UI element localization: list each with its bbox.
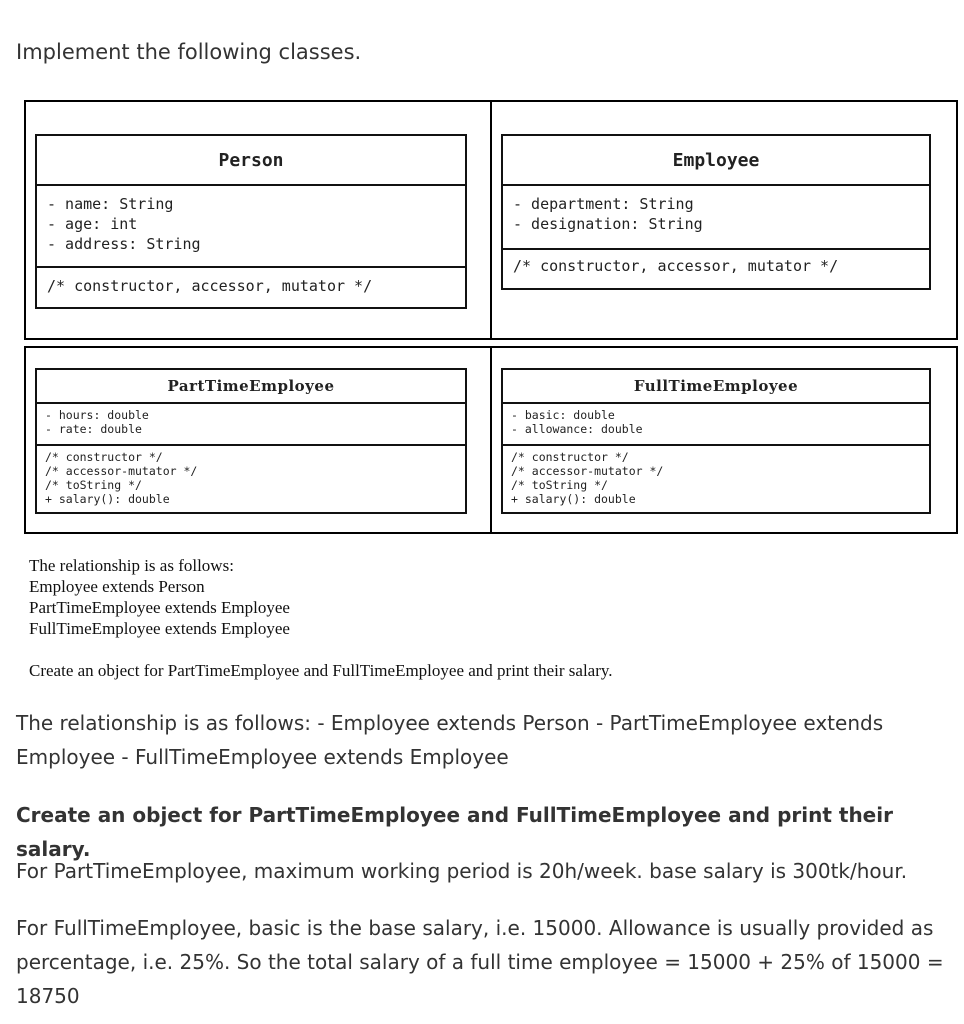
figure-relationship-line: PartTimeEmployee extends Employee [29, 598, 290, 617]
uml-person [35, 134, 467, 309]
uml-parttimeemployee [35, 368, 467, 514]
figure-relationship-line: FullTimeEmployee extends Employee [29, 619, 290, 638]
fulltimeemployee-attributes: - basic: double - allowance: double [503, 404, 929, 446]
employee-methods: /* constructor, accessor, mutator */ [513, 257, 839, 275]
class-name-employee: Employee [503, 136, 929, 186]
person-attributes: - name: String - age: int - address: String [37, 186, 465, 268]
parttimeemployee-attributes: - hours: double - rate: double [37, 404, 465, 446]
relationship-paragraph: The relationship is as follows: - Employee extends Person - PartTimeEmployee extends Employee - FullTimeEmployee extends Employee [16, 711, 884, 769]
figure-relationship-line: Employee extends Person [29, 577, 205, 596]
create-instruction-paragraph: Create an object for PartTimeEmployee and FullTimeEmployee and print their salary. [16, 803, 893, 861]
uml-fulltimeemployee [501, 368, 931, 514]
uml-employee [501, 134, 931, 290]
figure-create-instruction: Create an object for PartTimeEmployee and FullTimeEmployee and print their salary. [29, 661, 613, 680]
intro-text: Implement the following classes. [16, 40, 362, 64]
fulltime-salary-paragraph: For FullTimeEmployee, basic is the base salary, i.e. 15000. Allowance is usually provided as percentage, i.e. 25%. So the total salary of a full time employee = 15000 + 25% of 15000 = 18750 [16, 916, 944, 1008]
figure-relationship [29, 555, 613, 681]
parttimeemployee-methods: /* constructor */ /* accessor-mutator */ /* toString */ + salary(): double [45, 450, 198, 506]
fulltimeemployee-methods: /* constructor */ /* accessor-mutator */ /* toString */ + salary(): double [511, 450, 664, 506]
uml-class-diagram-image [24, 100, 958, 680]
class-name-person: Person [37, 136, 465, 186]
person-methods: /* constructor, accessor, mutator */ [47, 277, 373, 295]
class-name-fulltimeemployee: FullTimeEmployee [503, 370, 929, 404]
figure-relationship-heading: The relationship is as follows: [29, 556, 234, 575]
class-name-parttimeemployee: PartTimeEmployee [37, 370, 465, 404]
employee-attributes: - department: String - designation: String [503, 186, 929, 250]
parttime-salary-paragraph: For PartTimeEmployee, maximum working period is 20h/week. base salary is 300tk/hour. [16, 859, 908, 883]
